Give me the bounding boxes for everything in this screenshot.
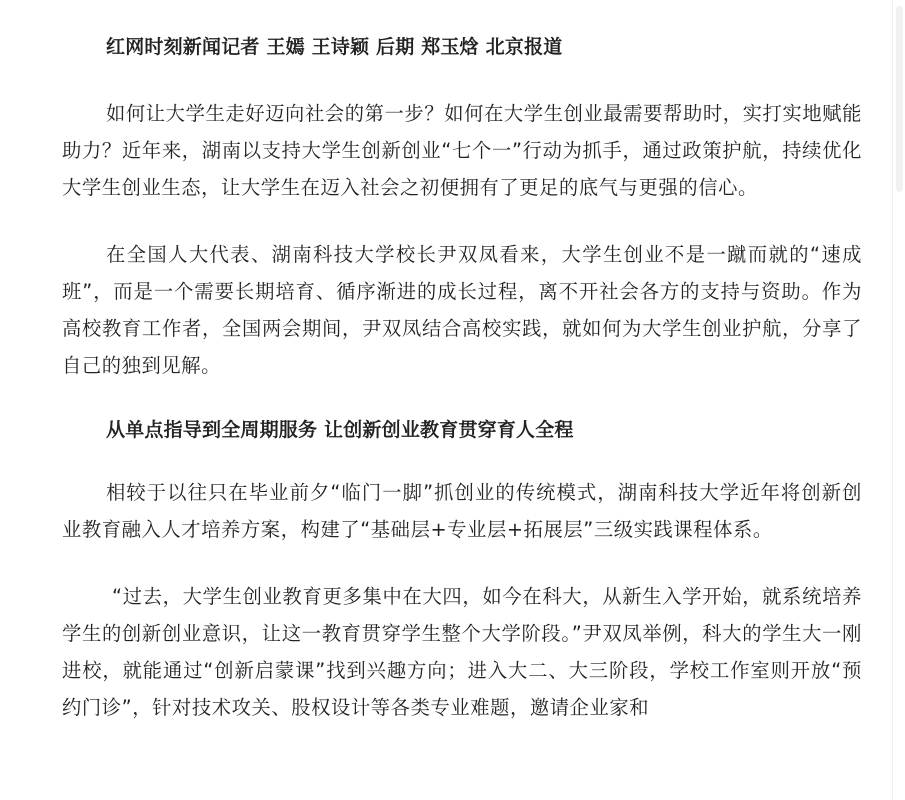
article-byline: 红网时刻新闻记者 王嫣 王诗颖 后期 郑玉焓 北京报道: [106, 36, 563, 58]
article-paragraph: “过去，大学生创业教育更多集中在大四，如今在科大，从新生入学开始，就系统培养学生的创新创业意识，让这一教育贯穿学生整个大学阶段。”尹双凤举例，科大的学生大一刚进校，就能通过“创新启蒙课”找到兴趣方向；进入大二、大三阶段，学校工作室则开放“预约门诊”，针对技术攻关、股权设计等各类专业难题，邀请企业家和: [62, 585, 862, 719]
article-paragraph: 相较于以往只在毕业前夕“临门一脚”抓创业的传统模式，湖南科技大学近年将创新创业教育融入人才培养方案，构建了“基础层+专业层+拓展层”三级实践课程体系。: [62, 481, 862, 541]
article-body: [62, 32, 862, 726]
section-subheading: 从单点指导到全周期服务 让创新创业教育贯穿育人全程: [106, 419, 574, 441]
vertical-scrollbar[interactable]: [892, 0, 905, 800]
article-paragraph: 在全国人大代表、湖南科技大学校长尹双凤看来，大学生创业不是一蹴而就的“速成班”，而是一个需要长期培育、循序渐进的成长过程，离不开社会各方的支持与资助。作为高校教育工作者，全国两会期间，尹双凤结合高校实践，就如何为大学生创业护航，分享了自己的独到见解。: [62, 243, 862, 377]
scrollbar-thumb[interactable]: [896, 6, 903, 192]
article-paragraph: 如何让大学生走好迈向社会的第一步？如何在大学生创业最需要帮助时，实打实地赋能助力？近年来，湖南以支持大学生创新创业“七个一”行动为抓手，通过政策护航，持续优化大学生创业生态，让大学生在迈入社会之初便拥有了更足的底气与更强的信心。: [62, 102, 862, 199]
